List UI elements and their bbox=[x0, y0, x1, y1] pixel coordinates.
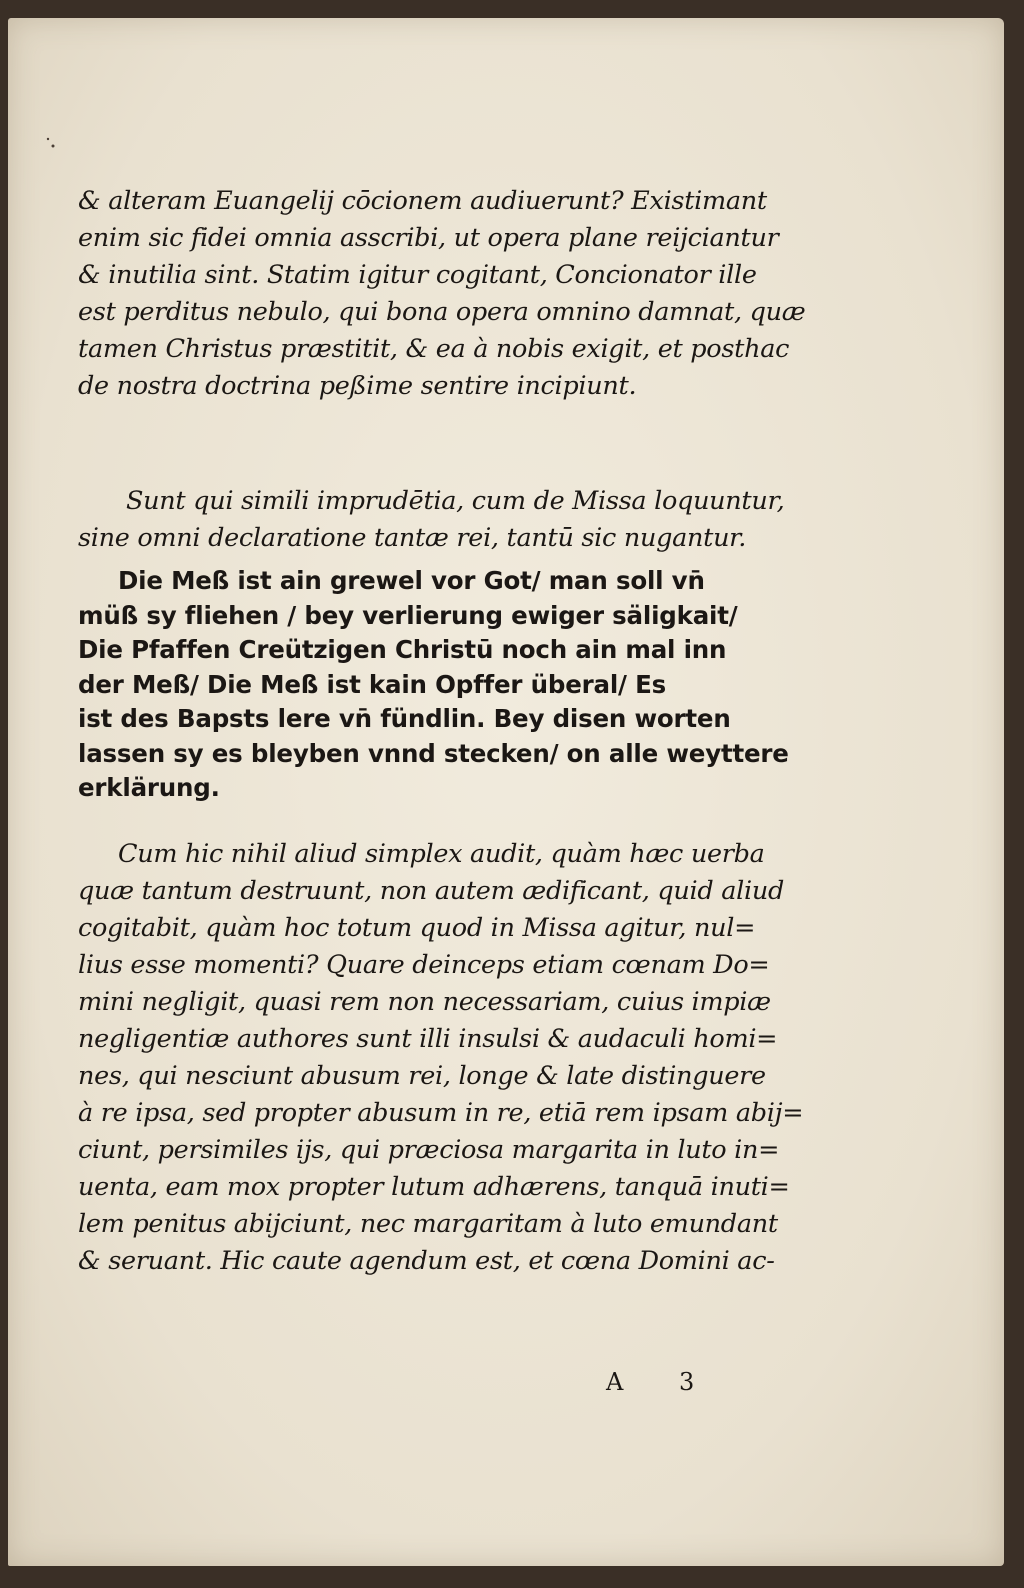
ink-specks bbox=[46, 136, 56, 150]
text-line: erklärung. bbox=[78, 773, 220, 802]
text-line: lius esse momenti? Quare deinceps etiam cœnam Do= bbox=[78, 950, 770, 980]
text-line: Die Pfaffen Creützigen Christū noch ain mal inn bbox=[78, 635, 727, 664]
text-line: lem penitus abijciunt, nec margaritam à luto emundant bbox=[78, 1209, 778, 1239]
text-line: & seruant. Hic caute agendum est, et cœna Domini ac- bbox=[78, 1246, 775, 1276]
text-line: quæ tantum destruunt, non autem ædificant, quid aliud bbox=[78, 876, 784, 906]
text-line: cogitabit, quàm hoc totum quod in Missa agitur, nul= bbox=[78, 913, 756, 943]
text-line: à re ipsa, sed propter abusum in re, etiā rem ipsam abij= bbox=[78, 1098, 804, 1128]
book-page bbox=[8, 18, 1004, 1566]
text-line: der Meß/ Die Meß ist kain Opffer überal/ Es bbox=[78, 669, 667, 699]
text-line: est perditus nebulo, qui bona opera omnino damnat, quæ bbox=[78, 297, 806, 327]
text-line: tamen Christus præstitit, & ea à nobis exigit, et posthac bbox=[78, 334, 790, 364]
latin-paragraph-3 bbox=[78, 836, 818, 1280]
text-line: enim sic fidei omnia asscribi, ut opera plane reijciantur bbox=[78, 223, 779, 253]
text-line: lassen sy es bleyben vnnd stecken/ on alle weyttere bbox=[78, 738, 789, 768]
text-line: ist des Bapsts lere vn̄ fündlin. Bey disen worten bbox=[78, 704, 731, 733]
text-line: mini negligit, quasi rem non necessariam, cuius impiæ bbox=[78, 987, 771, 1017]
text-line: Sunt qui simili imprudētia, cum de Missa loquuntur, bbox=[126, 486, 785, 516]
text-line: Die Meß ist ain grewel vor Got/ man soll vn̄ bbox=[118, 566, 705, 595]
text-line: Cum hic nihil aliud simplex audit, quàm hæc uerba bbox=[118, 839, 765, 869]
latin-paragraph-1 bbox=[78, 183, 818, 405]
text-line: & alteram Euangelij cōcionem audiuerunt? Existimant bbox=[78, 186, 767, 216]
text-line: ciunt, persimiles ijs, qui præciosa margarita in luto in= bbox=[78, 1135, 780, 1165]
text-line: & inutilia sint. Statim igitur cogitant, Concionator ille bbox=[78, 260, 757, 290]
text-line: negligentiæ authores sunt illi insulsi & audaculi homi= bbox=[78, 1024, 778, 1054]
signature-mark: A 3 bbox=[606, 1368, 719, 1396]
text-line: de nostra doctrina peßime sentire incipiunt. bbox=[78, 371, 637, 401]
text-line: uenta, eam mox propter lutum adhærens, tanquā inuti= bbox=[78, 1172, 790, 1202]
german-blackletter-passage bbox=[78, 564, 818, 806]
text-line: müß sy fliehen / bey verlierung ewiger säligkait/ bbox=[78, 600, 738, 630]
latin-paragraph-2 bbox=[78, 483, 818, 557]
text-line: nes, qui nesciunt abusum rei, longe & late distinguere bbox=[78, 1061, 766, 1091]
text-line: sine omni declaratione tantæ rei, tantū sic nugantur. bbox=[78, 523, 747, 553]
